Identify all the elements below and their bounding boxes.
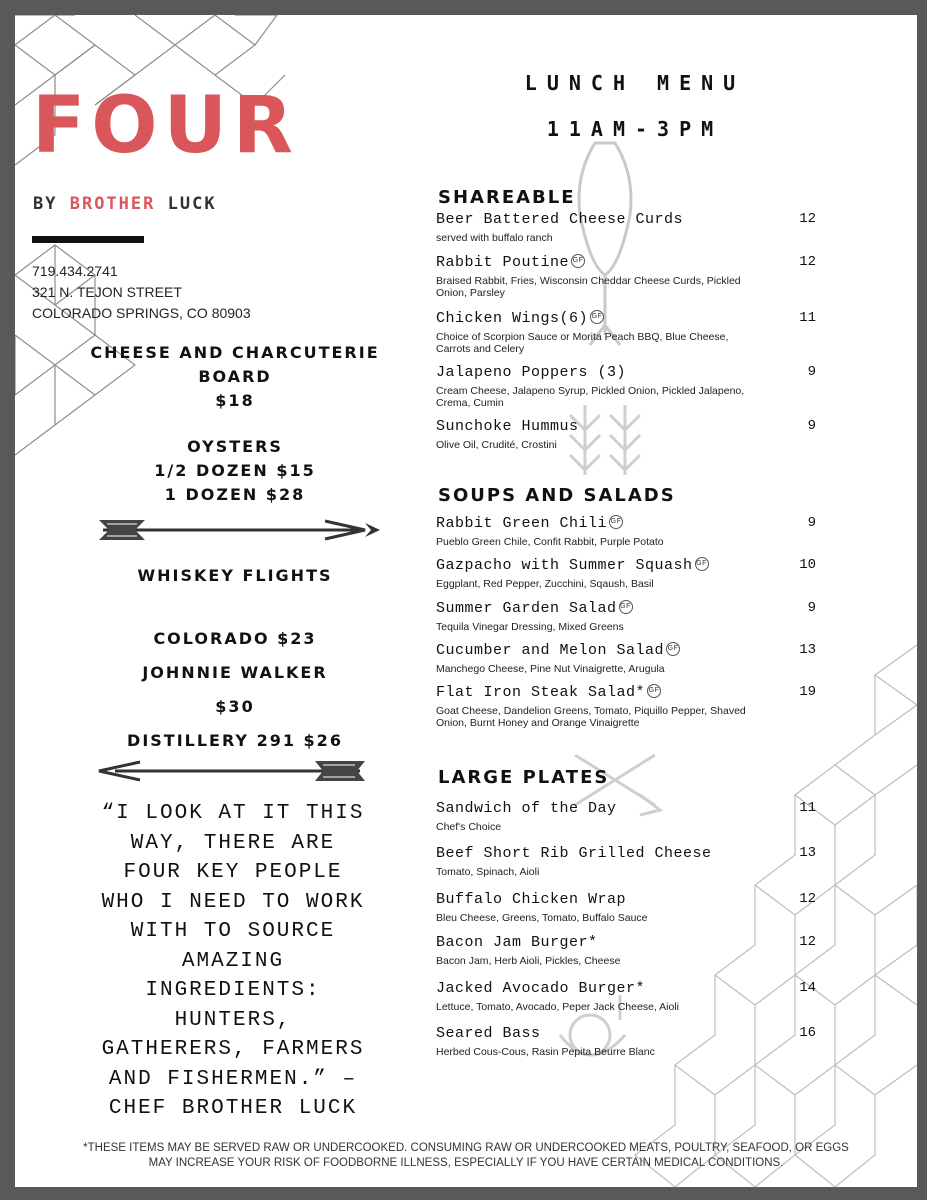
menu-item-description: Eggplant, Red Pepper, Zucchini, Sqaush, Basil [436, 578, 654, 590]
menu-item-name-row [436, 642, 816, 660]
menu-item-description: Bacon Jam, Herb Aioli, Pickles, Cheese [436, 955, 621, 967]
menu-item-price: 9 [807, 418, 816, 434]
city-address: COLORADO SPRINGS, CO 80903 [32, 305, 251, 321]
quote-line: GATHERERS, FARMERS [101, 1038, 365, 1061]
menu-item-description: Tomato, Spinach, Aioli [436, 866, 540, 878]
menu-item-name-row [436, 557, 816, 575]
menu-item-name: Rabbit Poutine [436, 254, 570, 271]
oysters-half-dozen: 1/2 DOZEN $15 [154, 461, 316, 480]
menu-item-price: 13 [799, 642, 816, 658]
menu-item-description: Olive Oil, Crudité, Crostini [436, 439, 557, 451]
quote-line: “I LOOK AT IT THIS [101, 802, 365, 825]
gluten-free-badge: GF [590, 310, 604, 324]
cheese-line-1: CHEESE AND CHARCUTERIE [90, 343, 380, 362]
whiskey-johnnie-walker-price: $30 [215, 697, 255, 716]
menu-item-price: 13 [799, 845, 816, 861]
brand-logo: FOUR [32, 81, 299, 171]
menu-item-name-row [436, 684, 816, 702]
menu-item [436, 600, 816, 633]
gluten-free-badge: GF [647, 684, 661, 698]
menu-item [436, 211, 816, 244]
menu-item-description: Tequila Vinegar Dressing, Mixed Greens [436, 621, 624, 633]
whiskey-distillery-291: DISTILLERY 291 $26 [127, 731, 343, 750]
contact-info [32, 261, 251, 324]
gluten-free-badge: GF [619, 600, 633, 614]
menu-item [436, 642, 816, 675]
menu-item-description: served with buffalo ranch [436, 232, 553, 244]
quote-line: AND FISHERMEN.” – [108, 1067, 358, 1091]
brand-divider [32, 236, 144, 243]
menu-item-name-row [436, 418, 816, 436]
menu-item-price: 14 [799, 980, 816, 996]
menu-item-price: 12 [799, 211, 816, 227]
oysters-dozen: 1 DOZEN $28 [164, 485, 306, 504]
byline-luck: LUCK [155, 194, 217, 214]
menu-item-name-row [436, 800, 816, 818]
menu-item-price: 19 [799, 684, 816, 700]
menu-item [436, 800, 816, 833]
menu-item-name: Gazpacho with Summer Squash [436, 557, 693, 574]
menu-item-description: Bleu Cheese, Greens, Tomato, Buffalo Sauce [436, 912, 648, 924]
gluten-free-badge: GF [666, 642, 680, 656]
gluten-free-badge: GF [571, 254, 585, 268]
menu-item [436, 254, 816, 299]
brand-byline [33, 194, 217, 214]
cheese-line-2: BOARD [198, 367, 272, 386]
menu-item-price: 9 [807, 364, 816, 380]
menu-item [436, 364, 816, 409]
menu-item-name: Seared Bass [436, 1025, 541, 1042]
menu-item-price: 12 [799, 934, 816, 950]
quote-line: AMAZING [181, 949, 285, 973]
phone-number: 719.434.2741 [32, 263, 118, 279]
menu-item-name: Summer Garden Salad [436, 600, 617, 617]
menu-item [436, 684, 816, 729]
menu-item-description: Lettuce, Tomato, Avocado, Peper Jack Cheese, Aioli [436, 1001, 680, 1013]
menu-item-price: 16 [799, 1025, 816, 1041]
menu-item [436, 845, 816, 878]
quote-line: INGREDIENTS: [145, 979, 321, 1002]
raw-food-disclaimer [35, 1141, 897, 1171]
menu-item [436, 934, 816, 967]
menu-item-description: Goat Cheese, Dandelion Greens, Tomato, Piquillo Pepper, Shaved Onion, Burnt Honey and Orange Vinaigrette [436, 705, 746, 729]
section-heading: LARGE PLATES [438, 767, 610, 788]
menu-item-name-row [436, 515, 816, 533]
menu-item [436, 891, 816, 924]
menu-item-name: Beer Battered Cheese Curds [436, 211, 684, 228]
menu-item [436, 557, 816, 590]
menu-item-name: Beef Short Rib Grilled Cheese [436, 845, 712, 862]
menu-title: LUNCH MENU [524, 71, 746, 95]
gluten-free-badge: GF [609, 515, 623, 529]
menu-item-name-row [436, 600, 816, 618]
quote-line: WAY, THERE ARE [130, 831, 336, 855]
menu-item-price: 12 [799, 891, 816, 907]
quote-line: WITH TO SOURCE [130, 920, 336, 943]
menu-item-name-row [436, 310, 816, 328]
whiskey-johnnie-walker: JOHNNIE WALKER [142, 663, 328, 682]
menu-item-price: 10 [799, 557, 816, 573]
menu-item-name-row [436, 980, 816, 998]
menu-item-description: Pueblo Green Chile, Confit Rabbit, Purple Potato [436, 536, 664, 548]
oysters-special [75, 435, 395, 507]
menu-item [436, 418, 816, 451]
menu-item-description: Cream Cheese, Jalapeno Syrup, Pickled Onion, Pickled Jalapeno, Crema, Cumin [436, 385, 745, 409]
menu-page [15, 15, 917, 1187]
section-heading: SOUPS AND SALADS [438, 485, 676, 506]
menu-item-name: Jalapeno Poppers (3) [436, 364, 627, 381]
menu-item [436, 310, 816, 355]
menu-item-description: Herbed Cous-Cous, Rasin Pepita Beurre Blanc [436, 1046, 655, 1058]
menu-item [436, 515, 816, 548]
quote-line: WHO I NEED TO WORK [101, 890, 365, 914]
menu-item-name: Jacked Avocado Burger* [436, 980, 646, 997]
byline-brother: BROTHER [69, 194, 156, 214]
whiskey-flights-list [75, 622, 395, 758]
menu-item-name-row [436, 845, 816, 863]
arrow-left-decoration [99, 761, 365, 781]
oysters-title: OYSTERS [187, 437, 283, 456]
disclaimer-line-1: *THESE ITEMS MAY BE SERVED RAW OR UNDERCOOKED. CONSUMING RAW OR UNDERCOOKED MEATS, POULTRY, SEAFOOD, OR EGGS [83, 1142, 849, 1154]
menu-item [436, 980, 816, 1013]
gluten-free-badge: GF [695, 557, 709, 571]
cheese-price: $18 [215, 391, 255, 410]
menu-item-name: Cucumber and Melon Salad [436, 642, 665, 659]
menu-item-price: 9 [807, 515, 816, 531]
menu-item-name: Flat Iron Steak Salad* [436, 684, 646, 701]
menu-item-name: Rabbit Green Chili [436, 515, 608, 532]
street-address: 321 N. TEJON STREET [32, 284, 182, 300]
section-heading: SHAREABLE [438, 187, 576, 208]
menu-item-price: 11 [799, 310, 816, 326]
menu-item-description: Chef's Choice [436, 821, 502, 833]
menu-item-name-row [436, 254, 816, 272]
arrow-right-decoration [99, 520, 380, 540]
menu-item-price: 11 [799, 800, 816, 816]
menu-hours: 11AM-3PM [546, 117, 724, 141]
whiskey-colorado: COLORADO $23 [153, 629, 317, 648]
menu-item-name-row [436, 1025, 816, 1043]
menu-item-name: Chicken Wings(6) [436, 310, 589, 327]
quote-line: CHEF BROTHER LUCK [108, 1097, 358, 1120]
quote-line: HUNTERS, [174, 1008, 292, 1032]
menu-item-name-row [436, 934, 816, 952]
cheese-board-special [75, 341, 395, 413]
menu-item [436, 1025, 816, 1058]
menu-item-description: Manchego Cheese, Pine Nut Vinaigrette, Arugula [436, 663, 665, 675]
menu-item-name: Bacon Jam Burger* [436, 934, 598, 951]
menu-item-description: Braised Rabbit, Fries, Wisconsin Cheddar Cheese Curds, Pickled Onion, Parsley [436, 275, 741, 299]
menu-item-name-row [436, 891, 816, 909]
disclaimer-line-2: MAY INCREASE YOUR RISK OF FOODBORNE ILLNESS, ESPECIALLY IF YOU HAVE CERTAIN MEDICAL CONDITIONS. [148, 1157, 784, 1169]
quote-line: FOUR KEY PEOPLE [123, 861, 343, 884]
menu-item-name: Buffalo Chicken Wrap [436, 891, 627, 908]
whiskey-flights-title: WHISKEY FLIGHTS [137, 566, 333, 585]
menu-item-name: Sandwich of the Day [436, 800, 617, 817]
chef-quote [83, 799, 383, 1124]
byline-by: BY [33, 194, 70, 214]
menu-item-description: Choice of Scorpion Sauce or Morita Peach BBQ, Blue Cheese, Carrots and Celery [436, 331, 729, 355]
menu-item-name-row [436, 364, 816, 382]
menu-item-name-row [436, 211, 816, 229]
menu-item-name: Sunchoke Hummus [436, 418, 579, 435]
menu-item-price: 12 [799, 254, 816, 270]
menu-item-price: 9 [807, 600, 816, 616]
